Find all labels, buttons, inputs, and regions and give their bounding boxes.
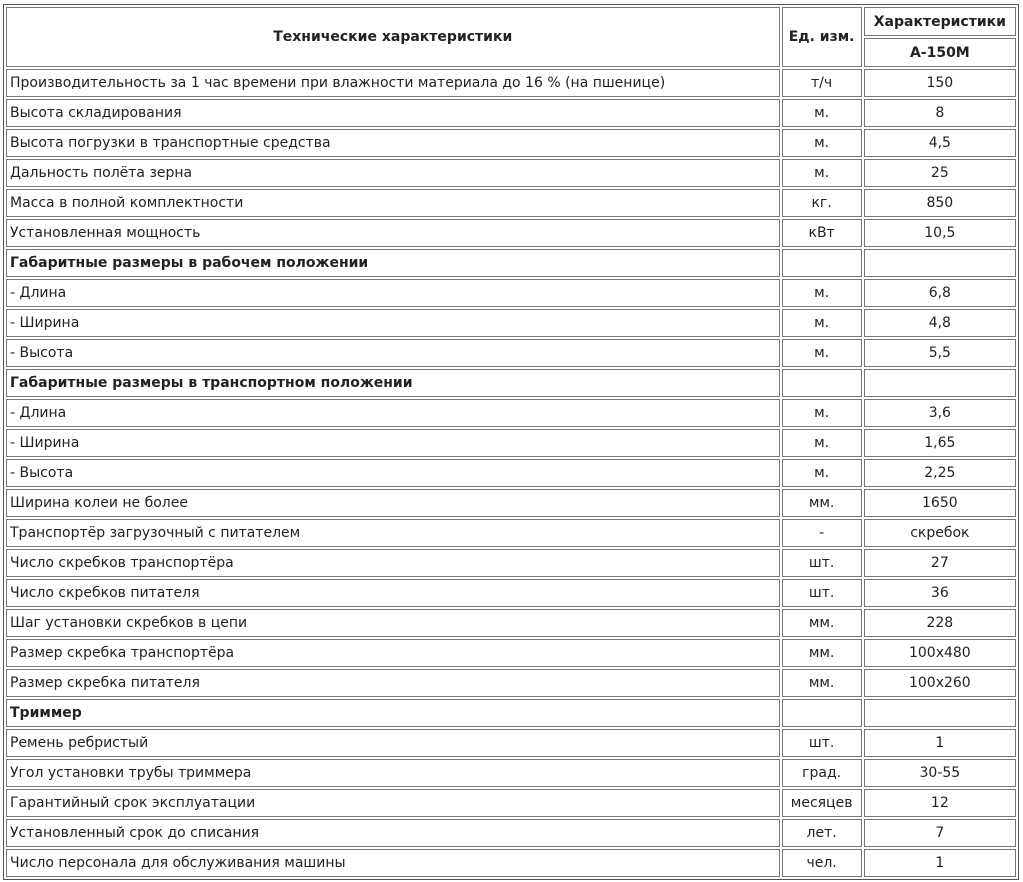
spec-name: Гарантийный срок эксплуатации [6,789,780,817]
spec-value: 3,6 [864,399,1016,427]
spec-value [864,369,1016,397]
table-row [6,639,1016,667]
spec-name: Установленная мощность [6,219,780,247]
spec-value: 1,65 [864,429,1016,457]
spec-unit: град. [782,759,862,787]
spec-name: Число скребков питателя [6,579,780,607]
spec-unit [782,699,862,727]
spec-unit: м. [782,339,862,367]
spec-name: Дальность полёта зерна [6,159,780,187]
table-row [6,849,1016,877]
table-row [6,159,1016,187]
table-row [6,669,1016,697]
header-unit-title: Ед. изм. [782,7,862,67]
spec-name: - Длина [6,279,780,307]
spec-unit: шт. [782,579,862,607]
table-row [6,729,1016,757]
section-row [6,369,1016,397]
spec-name: Ширина колеи не более [6,489,780,517]
spec-value: 8 [864,99,1016,127]
spec-name: Высота погрузки в транспортные средства [6,129,780,157]
spec-name: Число персонала для обслуживания машины [6,849,780,877]
spec-value: 150 [864,69,1016,97]
spec-name: Шаг установки скребков в цепи [6,609,780,637]
spec-unit: мм. [782,639,862,667]
spec-value: 1 [864,849,1016,877]
spec-name: Размер скребка транспортёра [6,639,780,667]
table-row [6,579,1016,607]
spec-name: - Высота [6,339,780,367]
spec-value: 25 [864,159,1016,187]
spec-name: - Длина [6,399,780,427]
spec-value: 27 [864,549,1016,577]
spec-value: 5,5 [864,339,1016,367]
section-title: Габаритные размеры в рабочем положении [6,249,780,277]
spec-name: - Ширина [6,429,780,457]
header-row [6,7,1016,36]
spec-value: 1 [864,729,1016,757]
spec-value: 12 [864,789,1016,817]
header-value-title: Характеристики [864,7,1016,36]
spec-unit: т/ч [782,69,862,97]
table-row [6,69,1016,97]
table-row [6,309,1016,337]
spec-name: Размер скребка питателя [6,669,780,697]
spec-value: 36 [864,579,1016,607]
spec-unit: мм. [782,609,862,637]
spec-value: 850 [864,189,1016,217]
spec-value: 4,8 [864,309,1016,337]
spec-value: 100х260 [864,669,1016,697]
spec-unit: шт. [782,549,862,577]
spec-unit: м. [782,459,862,487]
spec-name: Установленный срок до списания [6,819,780,847]
table-row [6,609,1016,637]
spec-unit: лет. [782,819,862,847]
spec-unit: кВт [782,219,862,247]
spec-value: 10,5 [864,219,1016,247]
spec-unit: м. [782,159,862,187]
spec-value: 1650 [864,489,1016,517]
specs-table-header [6,7,1016,67]
section-row [6,699,1016,727]
spec-unit: шт. [782,729,862,757]
spec-unit: мм. [782,489,862,517]
spec-name: Ремень ребристый [6,729,780,757]
table-row [6,429,1016,457]
table-row [6,399,1016,427]
spec-name: Угол установки трубы триммера [6,759,780,787]
spec-value: 4,5 [864,129,1016,157]
spec-name: Масса в полной комплектности [6,189,780,217]
spec-unit: м. [782,99,862,127]
table-row [6,459,1016,487]
spec-unit: м. [782,129,862,157]
table-row [6,789,1016,817]
spec-unit: месяцев [782,789,862,817]
spec-unit: - [782,519,862,547]
table-row [6,519,1016,547]
spec-name: - Ширина [6,309,780,337]
spec-name: Транспортёр загрузочный с питателем [6,519,780,547]
section-row [6,249,1016,277]
spec-unit [782,369,862,397]
spec-name: - Высота [6,459,780,487]
table-row [6,189,1016,217]
spec-name: Производительность за 1 час времени при влажности материала до 16 % (на пшенице) [6,69,780,97]
spec-value: 7 [864,819,1016,847]
table-row [6,819,1016,847]
spec-unit: м. [782,309,862,337]
spec-value: 100х480 [864,639,1016,667]
spec-unit: кг. [782,189,862,217]
header-spec-title: Технические характеристики [6,7,780,67]
table-row [6,279,1016,307]
spec-value [864,249,1016,277]
table-row [6,759,1016,787]
spec-value: 228 [864,609,1016,637]
spec-value: скребок [864,519,1016,547]
section-title: Габаритные размеры в транспортном положении [6,369,780,397]
specs-table [3,4,1019,880]
spec-value: 2,25 [864,459,1016,487]
spec-name: Высота складирования [6,99,780,127]
specs-table-body [6,69,1016,877]
spec-unit: м. [782,399,862,427]
spec-unit: м. [782,429,862,457]
table-row [6,99,1016,127]
spec-unit: чел. [782,849,862,877]
table-row [6,549,1016,577]
spec-value [864,699,1016,727]
table-row [6,489,1016,517]
spec-unit: мм. [782,669,862,697]
spec-unit [782,249,862,277]
header-model: А-150М [864,38,1016,67]
section-title: Триммер [6,699,780,727]
spec-unit: м. [782,279,862,307]
table-row [6,339,1016,367]
table-row [6,219,1016,247]
spec-value: 6,8 [864,279,1016,307]
table-row [6,129,1016,157]
spec-value: 30-55 [864,759,1016,787]
spec-name: Число скребков транспортёра [6,549,780,577]
